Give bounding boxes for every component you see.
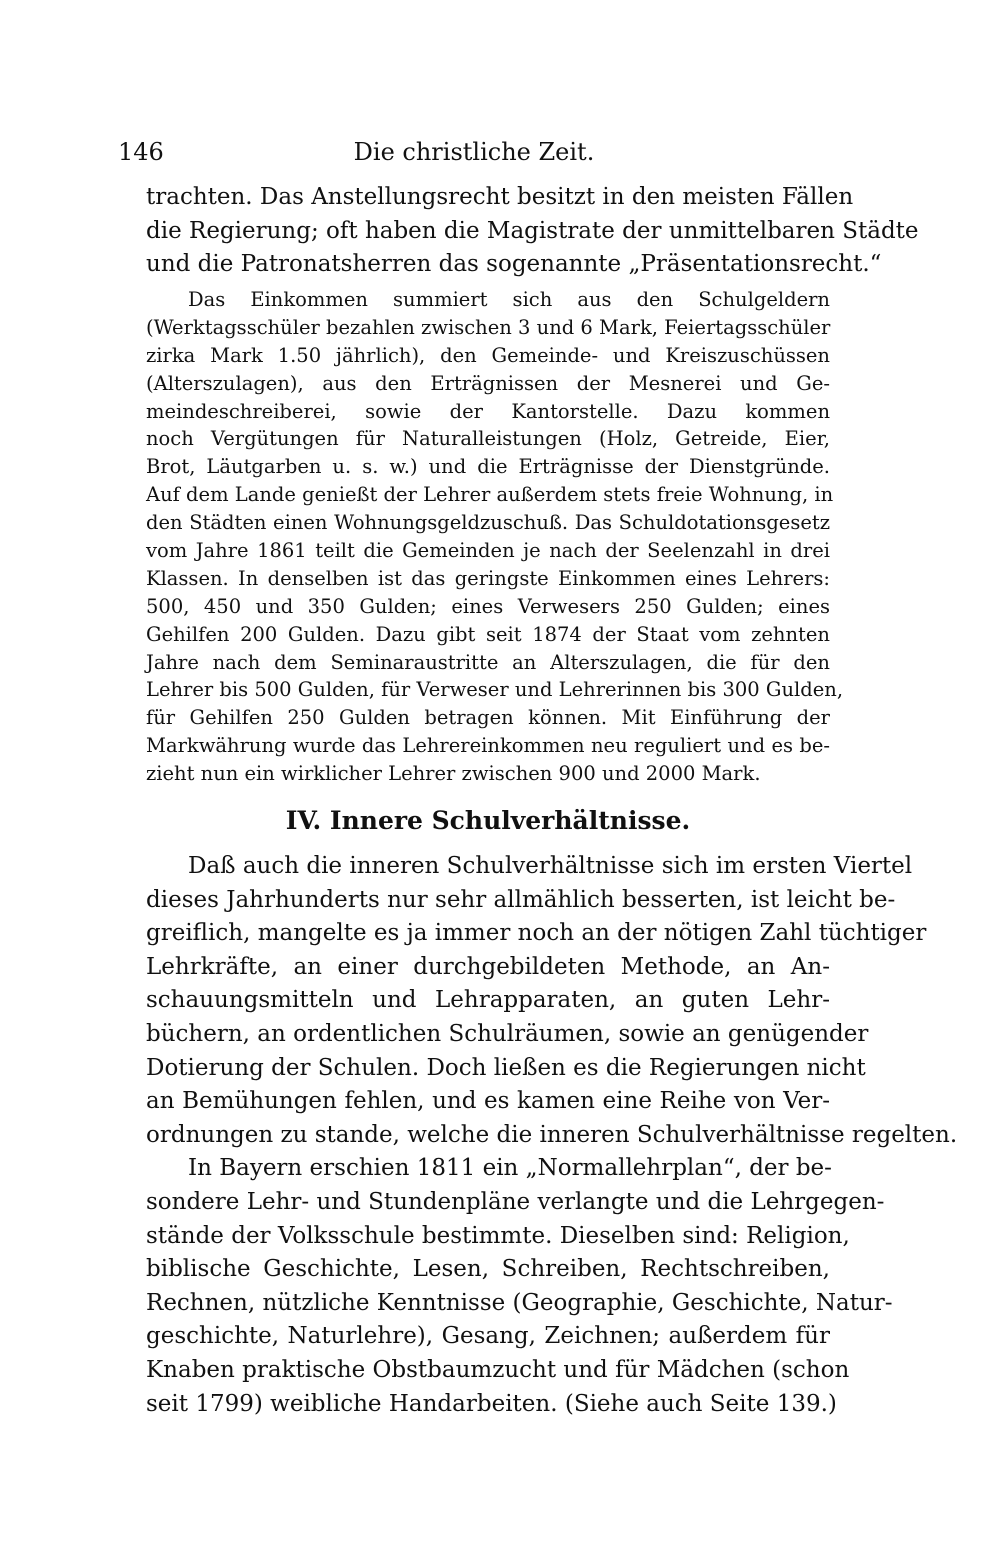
text-line: an Bemühungen fehlen, und es kamen eine Reihe von Ver- — [146, 1088, 830, 1115]
text-line: 500, 450 und 350 Gulden; eines Verwesers 250 Gulden; eines — [146, 594, 830, 618]
text-line: die Regierung; oft haben die Magistrate der unmittelbaren Städte — [146, 217, 919, 244]
text-line: und die Patronatsherren das sogenannte „Präsentationsrecht.“ — [146, 251, 882, 278]
text-line: In Bayern erschien 1811 ein „Normallehrplan“, der be- — [188, 1155, 832, 1182]
paragraph-continuation — [146, 181, 919, 282]
paragraph-income — [146, 286, 844, 788]
running-title: Die christliche Zeit. — [353, 138, 595, 166]
text-line: Lehrer bis 500 Gulden, für Verweser und Lehrerinnen bis 300 Gulden, — [146, 678, 844, 702]
text-line: den Städten einen Wohnungsgeldzuschuß. Das Schuldotationsgesetz — [146, 511, 830, 535]
text-line: dieses Jahrhunderts nur sehr allmählich besserten, ist leicht be- — [146, 886, 896, 913]
text-line: Das Einkommen summiert sich aus den Schulgeldern — [188, 288, 830, 311]
running-header — [118, 138, 830, 178]
text-line: seit 1799) weibliche Handarbeiten. (Siehe auch Seite 139.) — [146, 1390, 837, 1417]
text-line: Lehrkräfte, an einer durchgebildeten Methode, an An- — [146, 953, 830, 980]
text-line: vom Jahre 1861 teilt die Gemeinden je nach der Seelenzahl in drei — [146, 539, 830, 563]
text-line: trachten. Das Anstellungsrecht besitzt in den meisten Fällen — [146, 184, 854, 210]
text-line: Daß auch die inneren Schulverhältnisse sich im ersten Viertel — [188, 853, 913, 879]
text-line: schauungsmitteln und Lehrapparaten, an guten Lehr- — [146, 987, 830, 1014]
text-line: Knaben praktische Obstbaumzucht und für Mädchen (schon — [146, 1356, 850, 1383]
text-line: greiflich, mangelte es ja immer noch an der nötigen Zahl tüchtiger — [146, 920, 927, 947]
text-line: Dotierung der Schulen. Doch ließen es die Regierungen nicht — [146, 1054, 866, 1081]
text-line: meindeschreiberei, sowie der Kantorstelle. Dazu kommen — [146, 399, 830, 423]
text-line: noch Vergütungen für Naturalleistungen (Holz, Getreide, Eier, — [146, 427, 830, 451]
text-line: (Alterszulagen), aus den Erträgnissen der Mesnerei und Ge- — [146, 371, 830, 395]
text-line: geschichte, Naturlehre), Gesang, Zeichnen; außerdem für — [146, 1323, 830, 1350]
section-heading: IV. Innere Schulverhältnisse. — [285, 806, 691, 835]
text-line: zirka Mark 1.50 jährlich), den Gemeinde- und Kreiszuschüssen — [146, 343, 830, 367]
text-line: stände der Volksschule bestimmte. Dieselben sind: Religion, — [146, 1222, 850, 1249]
text-line: Jahre nach dem Seminaraustritte an Alterszulagen, die für den — [146, 650, 830, 674]
text-line: zieht nun ein wirklicher Lehrer zwischen 900 und 2000 Mark. — [146, 762, 761, 786]
text-line: für Gehilfen 250 Gulden betragen können. Mit Einführung der — [146, 706, 830, 730]
paragraph-school-conditions — [146, 850, 958, 1421]
text-line: Brot, Läutgarben u. s. w.) und die Erträgnisse der Dienstgründe. — [146, 455, 830, 479]
text-line: (Werktagsschüler bezahlen zwischen 3 und 6 Mark, Feiertagsschüler — [146, 315, 831, 339]
text-line: Rechnen, nützliche Kenntnisse (Geographie, Geschichte, Natur- — [146, 1289, 893, 1316]
text-line: biblische Geschichte, Lesen, Schreiben, Rechtschreiben, — [146, 1256, 830, 1283]
text-line: Gehilfen 200 Gulden. Dazu gibt seit 1874 der Staat vom zehnten — [146, 622, 830, 646]
text-line: büchern, an ordentlichen Schulräumen, sowie an genügender — [146, 1020, 869, 1047]
text-line: Markwährung wurde das Lehrereinkommen neu reguliert und es be- — [146, 734, 830, 758]
text-line: sondere Lehr- und Stundenpläne verlangte und die Lehrgegen- — [146, 1188, 885, 1215]
page-number: 146 — [118, 138, 164, 166]
text-line: ordnungen zu stande, welche die inneren Schulverhältnisse regelten. — [146, 1121, 958, 1148]
text-line: Klassen. In denselben ist das geringste Einkommen eines Lehrers: — [146, 566, 830, 590]
text-line: Auf dem Lande genießt der Lehrer außerdem stets freie Wohnung, in — [146, 483, 834, 507]
